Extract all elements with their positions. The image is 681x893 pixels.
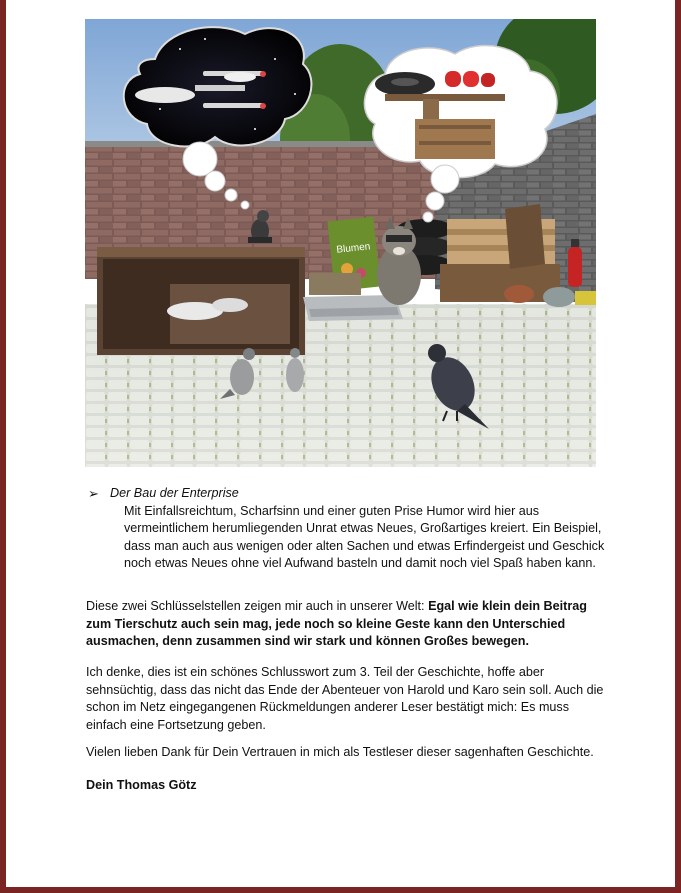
paragraph-bold-statement: Egal wie klein dein Beitrag zum Tierschutz auch sein mag, jede noch so kleine Geste kann den Unterschied ausmachen, denn zusammen sind wir stark und können Großes bewegen. <box>86 599 587 648</box>
bullet-title: Der Bau der Enterprise <box>110 486 239 500</box>
bullet-body: Mit Einfallsreichtum, Scharfsinn und einer guten Prise Humor wird hier aus vermeintlichem herumliegenden Unrat etwas Neues, Großartiges kreiert. Ein Beispiel, dass man auch aus wenigen oder alten Sachen und etwas Erfindergeist und Geschick noch etwas Neues ohne viel Aufwand basteln und damit noch viel Spaß haben kann. <box>124 503 605 570</box>
signature: Dein Thomas Götz <box>86 778 197 792</box>
paragraph-thanks: Vielen lieben Dank für Dein Vertrauen in mich als Testleser dieser sagenhaften Geschichte. <box>86 745 594 759</box>
paragraph-intro: Diese zwei Schlüsselstellen zeigen mir auch in unserer Welt: <box>86 599 429 613</box>
svg-text:Blumen: Blumen <box>335 241 371 256</box>
paragraph-key-message <box>86 598 606 651</box>
wooden-crate-icon <box>97 247 305 355</box>
paragraph-conclusion: Ich denke, dies ist ein schönes Schlusswort zum 3. Teil der Geschichte, hoffe aber sehnsüchtig, dass das nicht das Ende der Abenteuer von Harold und Karo sein soll. Auch die schon im Netz eingegangenen Rückmeldungen anderer Leser bestätigt mich: Es muss einfach eine Fortsetzung geben. <box>86 665 604 732</box>
bullet-item <box>88 485 620 573</box>
illustration-image <box>85 19 596 467</box>
bullet-arrow-icon: ➢ <box>88 486 99 501</box>
document-page <box>6 0 675 887</box>
